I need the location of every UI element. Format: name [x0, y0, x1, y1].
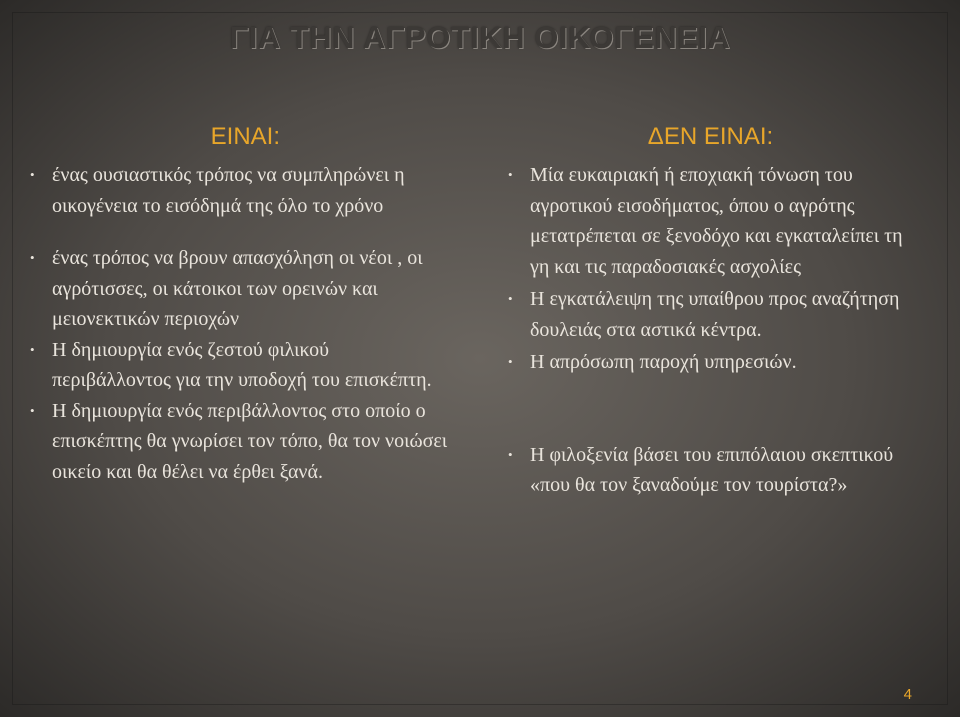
slide-title: ΓΙΑ ΤΗΝ ΑΓΡΟΤΙΚΗ ΟΙΚΟΓΕΝΕΙΑ: [229, 20, 731, 55]
right-list: [508, 160, 923, 501]
page-number: 4: [903, 686, 912, 703]
left-column: [30, 122, 450, 487]
list-item: • ένας ουσιαστικός τρόπος να συμπληρώνει η οικογένεια το εισόδημά της όλο το χρόνο: [30, 160, 450, 221]
list-item: • Η δημιουργία ενός ζεστού φιλικού περιβάλλοντος για την υποδοχή του επισκέπτη.: [30, 335, 450, 396]
list-item: • ένας τρόπος να βρουν απασχόληση οι νέοι , οι αγρότισσες, οι κάτοικοι των ορεινών και μειονεκτικών περιοχών: [30, 243, 450, 335]
list-item: • Η εγκατάλειψη της υπαίθρου προς αναζήτηση δουλειάς στα αστικά κέντρα.: [508, 284, 923, 345]
list-item: • Η απρόσωπη παροχή υπηρεσιών.: [508, 347, 923, 378]
right-column: [508, 122, 923, 501]
left-heading: ΕΙΝΑΙ:: [210, 123, 280, 150]
list-item: • Η φιλοξενία βάσει του επιπόλαιου σκεπτικού «που θα τον ξαναδούμε τον τουρίστα?»: [508, 440, 923, 501]
list-item: • Μία ευκαιριακή ή εποχιακή τόνωση του αγροτικού εισοδήματος, όπου ο αγρότης μετατρέπεται σε ξενοδόχο και εγκαταλείπει τη γη και τις παραδοσιακές ασχολίες: [508, 160, 923, 282]
list-item: • Η δημιουργία ενός περιβάλλοντος στο οποίο ο επισκέπτης θα γνωρίσει τον τόπο, θα τον νοιώσει οικείο και θα θέλει να έρθει ξανά.: [30, 396, 450, 488]
left-list: [30, 160, 450, 487]
right-heading: ΔΕΝ ΕΙΝΑΙ:: [647, 123, 774, 150]
